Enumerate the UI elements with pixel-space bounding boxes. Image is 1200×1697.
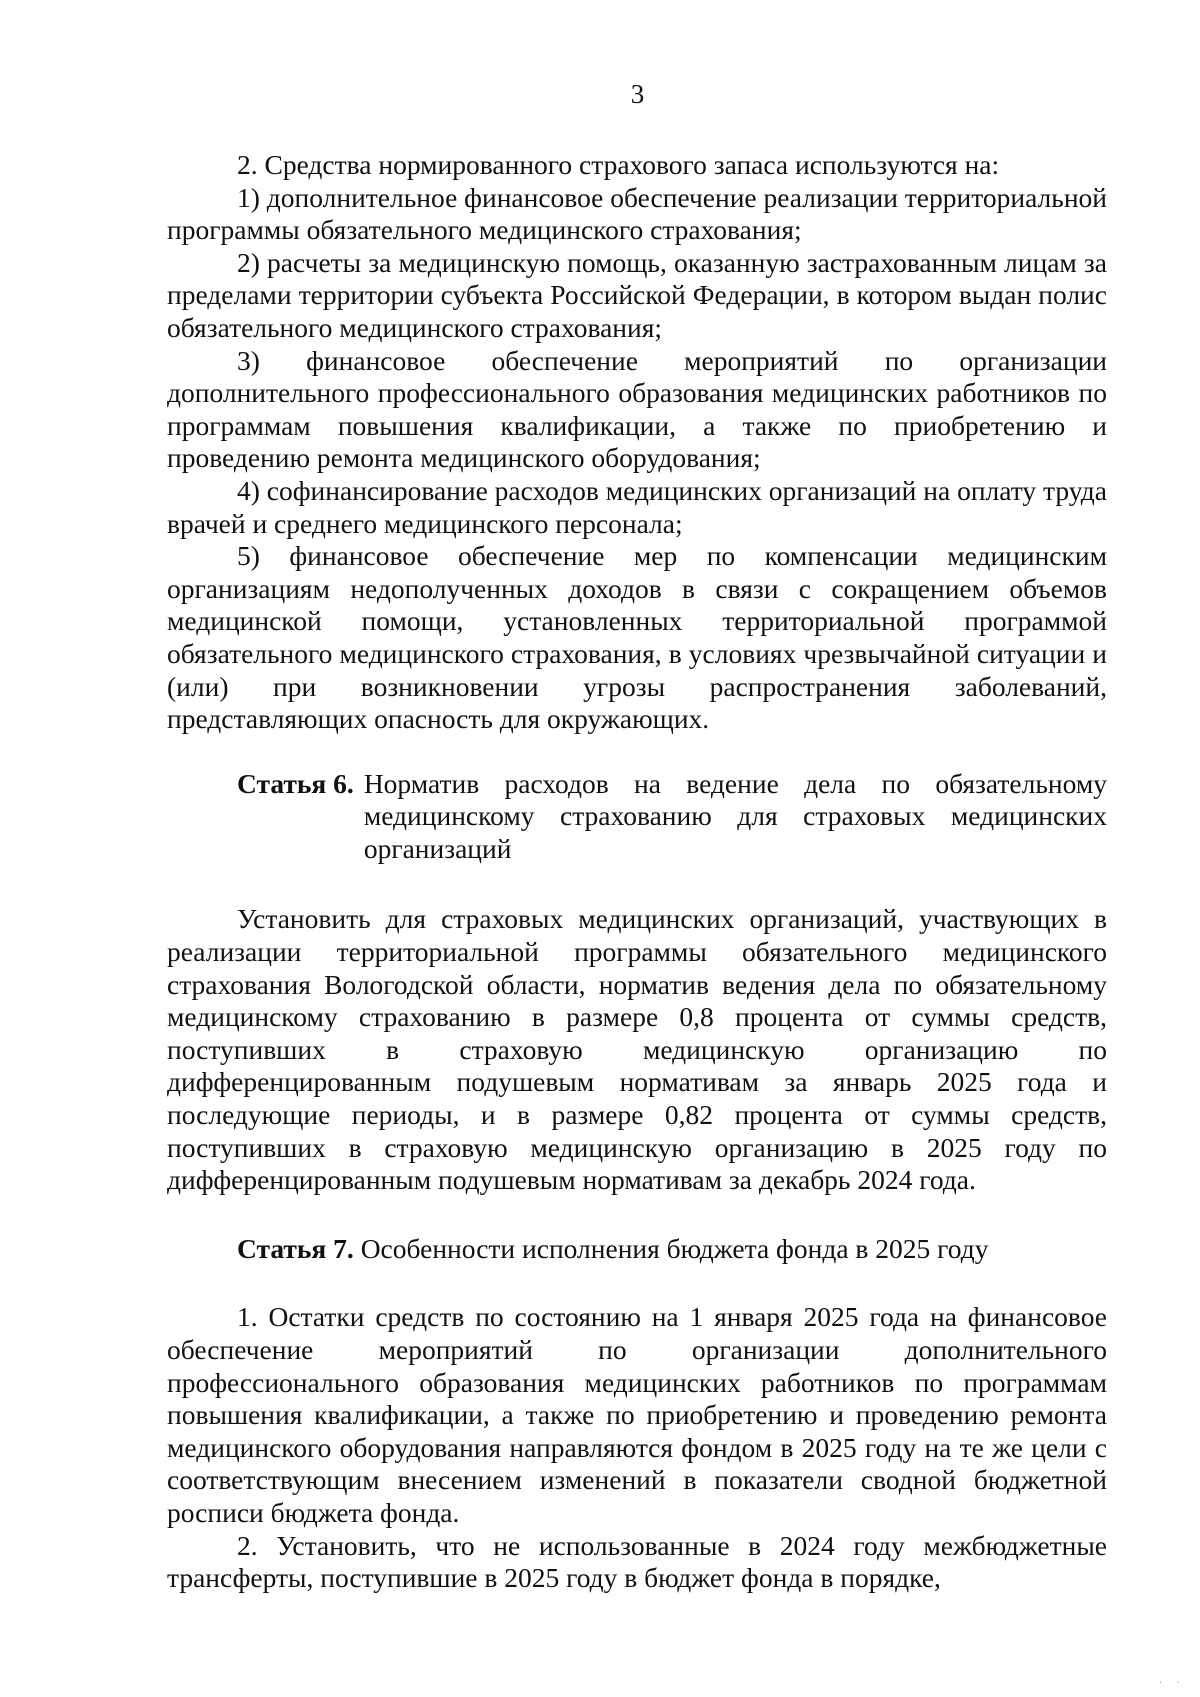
article-7-paragraph-1: 1. Остатки средств по состоянию на 1 января 2025 года на финансовое обеспечение мероприятий по организации дополнительного профессионального образования медицинских работников по программам повышения квалификации, а также по приобретению и проведению ремонта медицинского оборудования направляются фондом в 2025 году на те же цели с соответствующим внесением изменений в показатели сводной бюджетной росписи бюджета фонда. — [167, 1301, 1107, 1528]
article-6-paragraph: Установить для страховых медицинских организаций, участвующих в реализации территориальной программы обязательного медицинского страхования Вологодской области, норматив ведения дела по обязательному медицинскому страхованию в размере 0,8 процента от суммы средств, поступивших в страховую медицинскую организацию по дифференцированным подушевым нормативам за январь 2025 года и последующие периоды, и в размере 0,82 процента от суммы средств, поступивших в страховую медицинскую организацию в 2025 году по дифференцированным подушевым нормативам за декабрь 2024 года. — [167, 903, 1107, 1196]
document-body — [167, 149, 1107, 1595]
page-number: 3 — [630, 79, 645, 109]
article-6-label: Статья 6. — [237, 767, 354, 799]
paragraph-reserve-usage: 2. Средства нормированного страхового запаса используются на: — [237, 149, 1000, 180]
article-7-paragraph-2: 2. Установить, что не использованные в 2024 году межбюджетные трансферты, поступившие в 2025 году в бюджет фонда в порядке, — [167, 1529, 1107, 1594]
article-7-title: Особенности исполнения бюджета фонда в 2025 году — [360, 1232, 989, 1264]
list-item-5: 5) финансовое обеспечение мер по компенсации медицинским организациям недополученных доходов в связи с сокращением объемов медицинской помощи, установленных территориальной программой обязательного медицинского страхования, в условиях чрезвычайной ситуации и (или) при возникновении угрозы распространения заболеваний, представляющих опасность для окружающих. — [167, 540, 1107, 735]
list-item-1: 1) дополнительное финансовое обеспечение реализации территориальной программы обязательного медицинского страхования; — [167, 181, 1107, 246]
scan-artifact: · · — [1158, 1678, 1186, 1689]
list-item-4: 4) софинансирование расходов медицинских организаций на оплату труда врачей и среднего медицинского персонала; — [167, 474, 1107, 539]
article-6-title: Норматив расходов на ведение дела по обязательному медицинскому страхованию для страховых медицинских организаций — [363, 767, 1107, 864]
article-7-heading — [237, 1233, 1107, 1266]
article-6-heading — [237, 768, 1107, 866]
list-item-2: 2) расчеты за медицинскую помощь, оказанную застрахованным лицам за пределами территории субъекта Российской Федерации, в котором выдан полис обязательного медицинского страхования; — [167, 246, 1107, 343]
article-7-label: Статья 7. — [237, 1232, 354, 1264]
list-item-3: 3) финансовое обеспечение мероприятий по организации дополнительного профессионального образования медицинских работников по программам повышения квалификации, а также по приобретению и проведению ремонта медицинского оборудования; — [167, 344, 1107, 474]
